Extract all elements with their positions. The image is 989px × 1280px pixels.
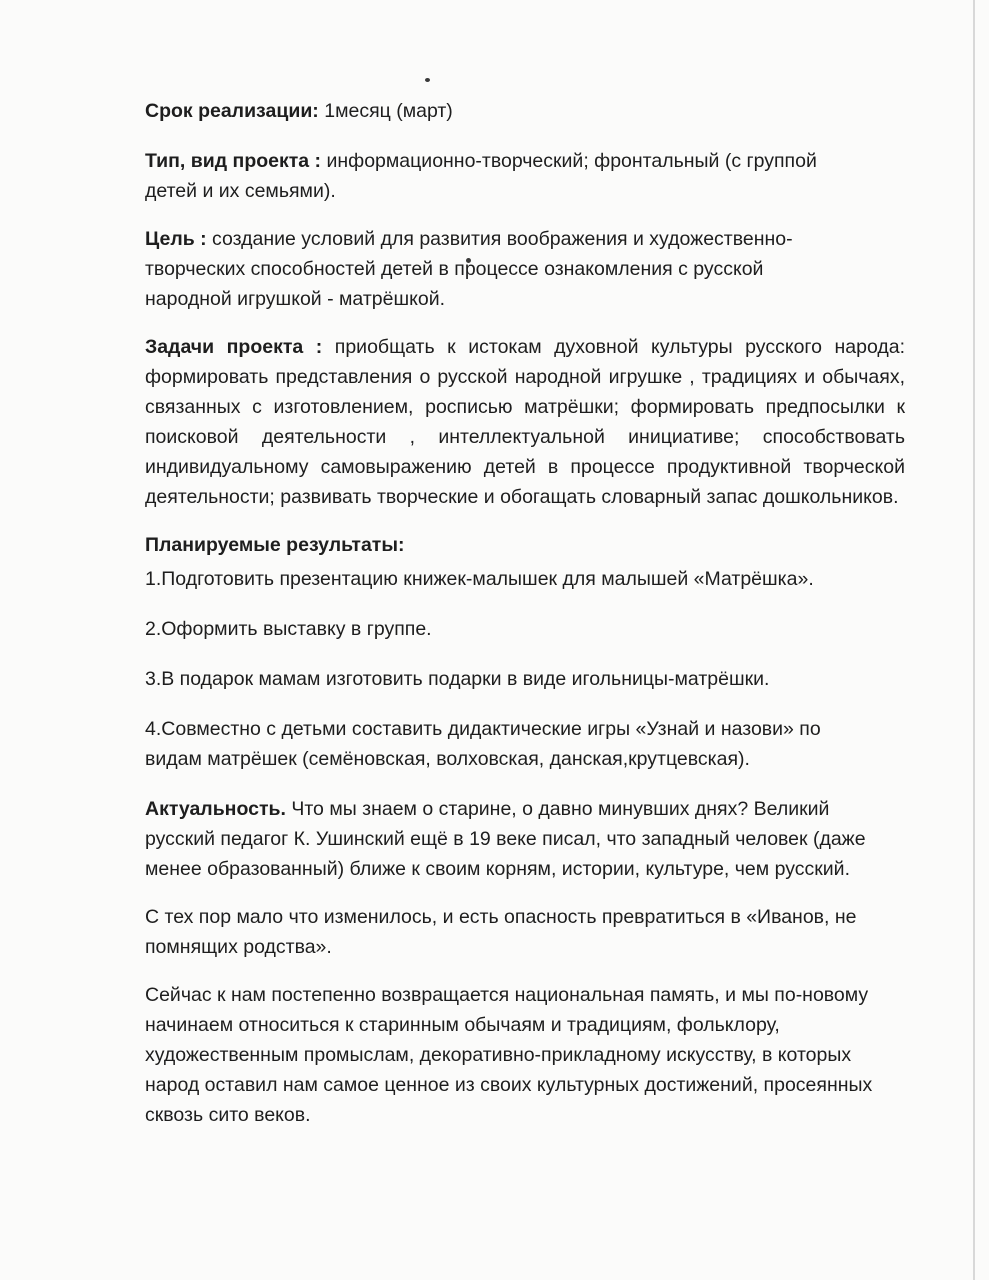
term-value: 1месяц (март) [324, 100, 453, 122]
relevance-label: Актуальность. [145, 798, 286, 820]
relevance-paragraph [145, 794, 895, 884]
term-paragraph [145, 96, 905, 126]
results-section [145, 530, 905, 560]
paragraph-3: Сейчас к нам постепенно возвращается национальная память, и мы по-новому начинаем относиться к старинным обычаям и традициям, фольклору, художественным промыслам, декоративно-прикладному искусству, в которых народ оставил нам самое ценное из своих культурных достижений, просеянных сквозь сито веков. [145, 984, 873, 1126]
relevance-value: Что мы знаем о старине, о давно минувших днях? Великий русский педагог К. Ушинский ещё в 19 веке писал, что западный человек (даже менее образованный) ближе к своим корням, истории, культуре, чем русский. [145, 798, 866, 880]
document-page [145, 96, 905, 1148]
type-value: информационно-творческий; фронтальный (с группой детей и их семьями). [145, 150, 817, 202]
scan-speck [425, 78, 430, 82]
result-item-2: 2.Оформить выставку в группе. [145, 618, 432, 640]
result-item-4: 4.Совместно с детьми составить дидактические игры «Узнай и назови» по видам матрёшек (семёновская, волховская, данская,крутцевская). [145, 718, 821, 770]
tasks-label: Задачи проекта : [145, 336, 323, 358]
tasks-value: приобщать к истокам духовной культуры русского народа: формировать представления о русской народной игрушке , традициях и обычаях, связанных с изготовлением, росписью матрёшки; формировать предпосылки к поисковой деятельности , интеллектуальной инициативе; способствовать индивидуальному самовыражению детей в процессе продуктивной творческой деятельности; развивать творческие и обогащать словарный запас дошкольников. [145, 336, 906, 508]
goal-label: Цель : [145, 228, 207, 250]
tasks-paragraph [145, 332, 905, 512]
paragraph-2: С тех пор мало что изменилось, и есть опасность превратиться в «Иванов, не помнящих родства». [145, 906, 857, 958]
goal-paragraph [145, 224, 845, 314]
result-item-1: 1.Подготовить презентацию книжек-малышек для малышей «Матрёшка». [145, 568, 814, 590]
results-heading: Планируемые результаты: [145, 534, 405, 556]
result-item-3: 3.В подарок мамам изготовить подарки в виде игольницы-матрёшки. [145, 668, 770, 690]
goal-value: создание условий для развития воображения и художественно-творческих способностей детей в процессе ознакомления с русской народной игрушкой - матрёшкой. [145, 228, 793, 310]
type-paragraph [145, 146, 865, 206]
type-label: Тип, вид проекта : [145, 150, 322, 172]
term-label: Срок реализации: [145, 100, 319, 122]
page-edge [973, 0, 975, 1280]
